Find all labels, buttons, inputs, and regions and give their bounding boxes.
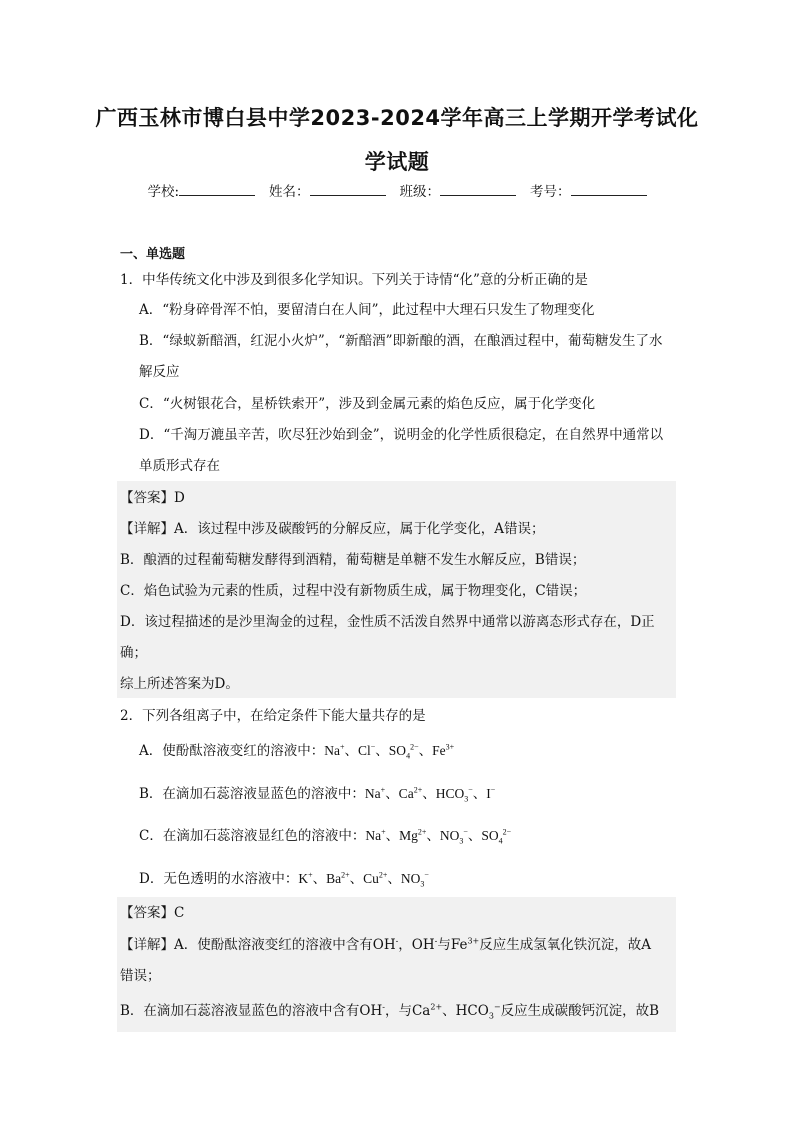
q1-option-b-cont: 解反应 [139, 364, 180, 380]
ion-text: 、Ba [312, 871, 342, 886]
ion-text: 、I [472, 786, 491, 801]
ion-subscript: 3 [464, 794, 469, 804]
q2-stem: 2．下列各组离子中，在给定条件下能大量共存的是 [120, 708, 426, 724]
ion-text: 、Cl [344, 743, 371, 758]
q2-option-a-ions [324, 742, 455, 761]
ion-text: 、NO [426, 828, 460, 843]
ion-text: K [298, 871, 309, 886]
ion-charge: − [490, 785, 496, 795]
ion-charge: 3+ [445, 742, 455, 752]
q2-detail-a [120, 935, 651, 955]
ion-text: Na [364, 786, 381, 801]
exam-title-line2: 学试题 [364, 150, 430, 174]
ion-text: 、HCO [422, 786, 465, 801]
q1-answer: 【答案】D [120, 490, 185, 506]
ion-charge: + [308, 870, 313, 880]
name-blank[interactable] [310, 183, 386, 196]
detail-text: ，与Ca [384, 1003, 431, 1019]
name-label: 姓名： [269, 184, 310, 200]
detail-text: B．在滴加石蕊溶液显蓝色的溶液中含有OH [120, 1003, 383, 1019]
ion-charge: + [381, 827, 386, 837]
q1-detail-a: 【详解】A．该过程中涉及碳酸钙的分解反应，属于化学变化，A错误； [120, 521, 545, 537]
q2-option-d [139, 869, 429, 889]
ion-text: 、NO [387, 871, 421, 886]
q1-option-d-cont: 单质形式存在 [139, 458, 220, 474]
q1-detail-c: C．焰色试验为元素的性质，过程中没有新物质生成，属于物理变化，C错误； [120, 583, 587, 599]
school-label: 学校: [147, 184, 180, 200]
ion-charge: 2+ [430, 1002, 443, 1012]
detail-text: 与Fe [437, 937, 468, 953]
ion-charge: 2+ [378, 870, 388, 880]
q1-stem: 1．中华传统文化中涉及到很多化学知识。下列关于诗情“化”意的分析正确的是 [120, 272, 588, 288]
ion-charge: 2+ [417, 827, 427, 837]
ion-text: 、Cu [349, 871, 379, 886]
ion-text: Na [365, 828, 382, 843]
class-blank[interactable] [440, 183, 516, 196]
detail-text: ，OH [398, 937, 435, 953]
q2-option-b-ions [364, 785, 496, 804]
exam-title-line1: 广西玉林市博白县中学2023-2024学年高三上学期开学考试化 [95, 106, 699, 130]
exam-no-label: 考号： [530, 184, 571, 200]
ion-charge: + [380, 785, 386, 795]
q2-option-d-text: D．无色透明的水溶液中： [139, 871, 299, 887]
q1-detail-d-cont: 确； [120, 645, 147, 661]
ion-text: Na [324, 743, 340, 758]
q2-option-a-text: A．使酚酞溶液变红的溶液中： [139, 743, 325, 759]
q2-detail-b [120, 1001, 659, 1021]
student-info-row [0, 180, 794, 200]
ion-subscript: 4 [406, 751, 411, 761]
ion-subscript: 3 [459, 836, 464, 846]
q1-option-c: C．“火树银花合，星桥铁索开”，涉及到金属元素的焰色反应，属于化学变化 [139, 396, 596, 412]
ion-charge: 2+ [341, 870, 350, 880]
q1-option-b: B．“绿蚁新醅酒，红泥小火炉”，“新醅酒”即新酿的酒，在酿酒过程中，葡萄糖发生了水 [139, 333, 663, 349]
q2-option-d-ions [298, 870, 429, 889]
q1-summary: 综上所述答案为D。 [120, 676, 239, 692]
ion-charge: − [463, 827, 468, 837]
ion-subscript: 3 [488, 1011, 494, 1021]
ion-charge: 3+ [467, 936, 480, 946]
ion-charge: 2− [502, 827, 512, 837]
ion-charge: 2− [410, 742, 419, 752]
ion-charge: - [434, 936, 438, 946]
ion-charge: - [382, 1002, 385, 1012]
class-label: 班级： [399, 184, 441, 200]
ion-text: 、SO [375, 743, 407, 758]
q2-answer: 【答案】C [120, 905, 185, 921]
q2-option-a [139, 741, 454, 761]
detail-text: 、HCO [442, 1003, 489, 1019]
ion-subscript: 3 [420, 879, 425, 889]
ion-charge: − [370, 742, 376, 752]
detail-text: 反应生成氢氧化铁沉淀，故A [479, 937, 652, 953]
detail-text: 【详解】A．使酚酞溶液变红的溶液中含有OH [120, 937, 396, 953]
q1-option-d: D．“千淘万漉虽辛苦，吹尽狂沙始到金”，说明金的化学性质很稳定，在自然界中通常以 [139, 427, 664, 443]
detail-text: 反应生成碳酸钙沉淀，故B [500, 1003, 660, 1019]
q2-option-c-ions [365, 827, 512, 846]
q1-detail-b: B．酿酒的过程葡萄糖发酵得到酒精，葡萄糖是单糖不发生水解反应，B错误； [120, 552, 586, 568]
q2-option-b-text: B．在滴加石蕊溶液显蓝色的溶液中： [139, 786, 365, 802]
q2-detail-a-cont: 错误； [120, 968, 161, 984]
ion-charge: + [340, 742, 345, 752]
ion-text: 、Ca [385, 786, 414, 801]
ion-text: 、Mg [385, 828, 418, 843]
ion-text: 、Fe [418, 743, 446, 758]
q2-option-c-text: C．在滴加石蕊溶液显红色的溶液中： [139, 828, 366, 844]
ion-charge: − [424, 870, 429, 880]
q2-option-b [139, 784, 495, 804]
ion-subscript: 4 [498, 836, 503, 846]
exam-no-blank[interactable] [571, 183, 647, 196]
ion-charge: - [395, 936, 399, 946]
section-heading: 一、单选题 [120, 247, 186, 262]
ion-text: 、SO [467, 828, 499, 843]
q1-option-a: A．“粉身碎骨浑不怕，要留清白在人间”，此过程中大理石只发生了物理变化 [139, 302, 595, 318]
ion-charge: − [493, 1002, 501, 1012]
q2-option-c [139, 826, 511, 846]
school-blank[interactable] [179, 183, 255, 196]
ion-charge: − [468, 785, 473, 795]
ion-charge: 2+ [413, 785, 423, 795]
q1-detail-d: D．该过程描述的是沙里淘金的过程，金性质不活泼自然界中通常以游离态形式存在，D正 [120, 614, 655, 630]
